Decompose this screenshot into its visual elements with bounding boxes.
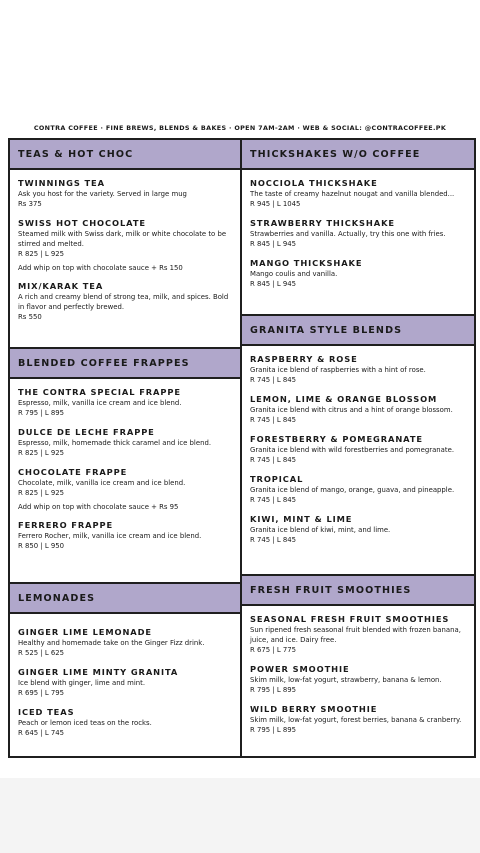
item-description: Espresso, milk, homemade thick caramel and ice blend. [18, 439, 212, 447]
item-description: Skim milk, low-fat yogurt, forest berries, banana & cranberry. [250, 716, 462, 724]
item-description: Sun ripened fresh seasonal fruit blended with frozen banana, juice, and ice. Dairy free. [250, 626, 461, 644]
item-description: Ask you host for the variety. Served in large mug [18, 190, 187, 198]
section-title: GRANITA STYLE BLENDS [242, 316, 474, 346]
menu-item [250, 663, 468, 696]
section-frappes [10, 349, 240, 582]
item-description: Strawberries and vanilla. Actually, try this one with fries. [250, 230, 446, 238]
item-name: POWER SMOOTHIE [250, 664, 350, 674]
section-smoothies [242, 576, 474, 756]
item-name: LEMON, LIME & ORANGE BLOSSOM [250, 394, 438, 404]
menu-item [250, 217, 468, 250]
item-price: R 645 | L 745 [18, 729, 65, 737]
item-description: Chocolate, milk, vanilla ice cream and ice blend. [18, 479, 186, 487]
section-title: BLENDED COFFEE FRAPPES [10, 349, 240, 379]
item-name: WILD BERRY SMOOTHIE [250, 704, 378, 714]
item-description: Mango coulis and vanilla. [250, 270, 338, 278]
section-title: LEMONADES [10, 584, 240, 614]
item-price: R 745 | L 845 [250, 536, 297, 544]
item-name: NOCCIOLA THICKSHAKE [250, 178, 378, 188]
menu-item [18, 217, 234, 273]
item-price: Rs 550 [18, 313, 42, 321]
item-price: R 525 | L 625 [18, 649, 65, 657]
item-name: GINGER LIME LEMONADE [18, 627, 152, 637]
menu-item [250, 353, 468, 386]
item-name: STRAWBERRY THICKSHAKE [250, 218, 395, 228]
item-price: R 745 | L 845 [250, 376, 297, 384]
item-description: Granita ice blend of raspberries with a hint of rose. [250, 366, 426, 374]
item-name: DULCE DE LECHE FRAPPE [18, 427, 155, 437]
menu-item [18, 386, 234, 419]
item-addon: Add whip on top with chocolate sauce + Rs 95 [18, 503, 179, 511]
item-name: MIX/KARAK TEA [18, 281, 104, 291]
item-description: Espresso, milk, vanilla ice cream and ice blend. [18, 399, 182, 407]
item-name: SEASONAL FRESH FRUIT SMOOTHIES [250, 614, 450, 624]
item-price: R 675 | L 775 [250, 646, 297, 654]
bottom-margin [0, 778, 480, 853]
item-name: CHOCOLATE FRAPPE [18, 467, 128, 477]
menu-item [250, 613, 468, 656]
menu-item [250, 433, 468, 466]
item-price: R 795 | L 895 [18, 409, 65, 417]
item-name: ICED TEAS [18, 707, 75, 717]
section-granita [242, 316, 474, 574]
item-name: MANGO THICKSHAKE [250, 258, 363, 268]
item-description: Granita ice blend of kiwi, mint, and lime. [250, 526, 391, 534]
item-description: Granita ice blend with wild forestberries and pomegranate. [250, 446, 455, 454]
menu-item [250, 473, 468, 506]
item-addon: Add whip on top with chocolate sauce + Rs 150 [18, 264, 183, 272]
item-description: Granita ice blend with citrus and a hint of orange blossom. [250, 406, 453, 414]
section-teas [10, 140, 240, 347]
item-price: R 795 | L 895 [250, 686, 297, 694]
menu-item [18, 666, 234, 699]
item-name: TWINNINGS TEA [18, 178, 105, 188]
top-margin [0, 0, 480, 100]
item-name: FERRERO FRAPPE [18, 520, 114, 530]
menu-item [18, 519, 234, 552]
item-price: Rs 375 [18, 200, 42, 208]
section-title: TEAS & HOT CHOC [10, 140, 240, 170]
item-description: Ice blend with ginger, lime and mint. [18, 679, 146, 687]
item-price: R 745 | L 845 [250, 496, 297, 504]
menu-item [18, 626, 234, 659]
menu-item [18, 177, 234, 210]
item-price: R 825 | L 925 [18, 489, 65, 497]
section-title: FRESH FRUIT SMOOTHIES [242, 576, 474, 606]
section-thickshakes [242, 140, 474, 314]
item-price: R 795 | L 895 [250, 726, 297, 734]
menu-item [18, 426, 234, 459]
item-description: A rich and creamy blend of strong tea, milk, and spices. Bold in flavor and perfectly brewed. [18, 293, 229, 311]
item-price: R 845 | L 945 [250, 240, 297, 248]
menu-item [18, 706, 234, 739]
item-price: R 945 | L 1045 [250, 200, 301, 208]
menu-item [250, 257, 468, 290]
section-title: THICKSHAKES W/O COFFEE [242, 140, 474, 170]
item-name: FORESTBERRY & POMEGRANATE [250, 434, 423, 444]
menu-item [250, 513, 468, 546]
menu-item [18, 280, 234, 323]
item-price: R 850 | L 950 [18, 542, 65, 550]
menu-item [250, 703, 468, 736]
item-name: KIWI, MINT & LIME [250, 514, 353, 524]
item-description: The taste of creamy hazelnut nougat and vanilla blended... [250, 190, 455, 198]
item-name: TROPICAL [250, 474, 304, 484]
menu-board [8, 138, 476, 758]
item-description: Peach or lemon iced teas on the rocks. [18, 719, 152, 727]
item-description: Steamed milk with Swiss dark, milk or white chocolate to be stirred and melted. [18, 230, 227, 248]
item-description: Skim milk, low-fat yogurt, strawberry, banana & lemon. [250, 676, 442, 684]
menu-header: CONTRA COFFEE · FINE BREWS, BLENDS & BAKES · OPEN 7AM-2AM · WEB & SOCIAL: @CONTRACOFFEE.PK [33, 124, 447, 132]
item-description: Granita ice blend of mango, orange, guava, and pineapple. [250, 486, 455, 494]
section-lemonades [10, 584, 240, 756]
item-name: SWISS HOT CHOCOLATE [18, 218, 146, 228]
item-description: Ferrero Rocher, milk, vanilla ice cream and ice blend. [18, 532, 202, 540]
item-name: RASPBERRY & ROSE [250, 354, 358, 364]
item-name: GINGER LIME MINTY GRANITA [18, 667, 179, 677]
menu-item [250, 177, 468, 210]
item-price: R 695 | L 795 [18, 689, 65, 697]
item-description: Healthy and homemade take on the Ginger Fizz drink. [18, 639, 205, 647]
item-price: R 745 | L 845 [250, 416, 297, 424]
item-price: R 845 | L 945 [250, 280, 297, 288]
item-price: R 825 | L 925 [18, 449, 65, 457]
item-price: R 745 | L 845 [250, 456, 297, 464]
menu-item [250, 393, 468, 426]
menu-item [18, 466, 234, 512]
item-name: THE CONTRA SPECIAL FRAPPE [18, 387, 181, 397]
item-price: R 825 | L 925 [18, 250, 65, 258]
